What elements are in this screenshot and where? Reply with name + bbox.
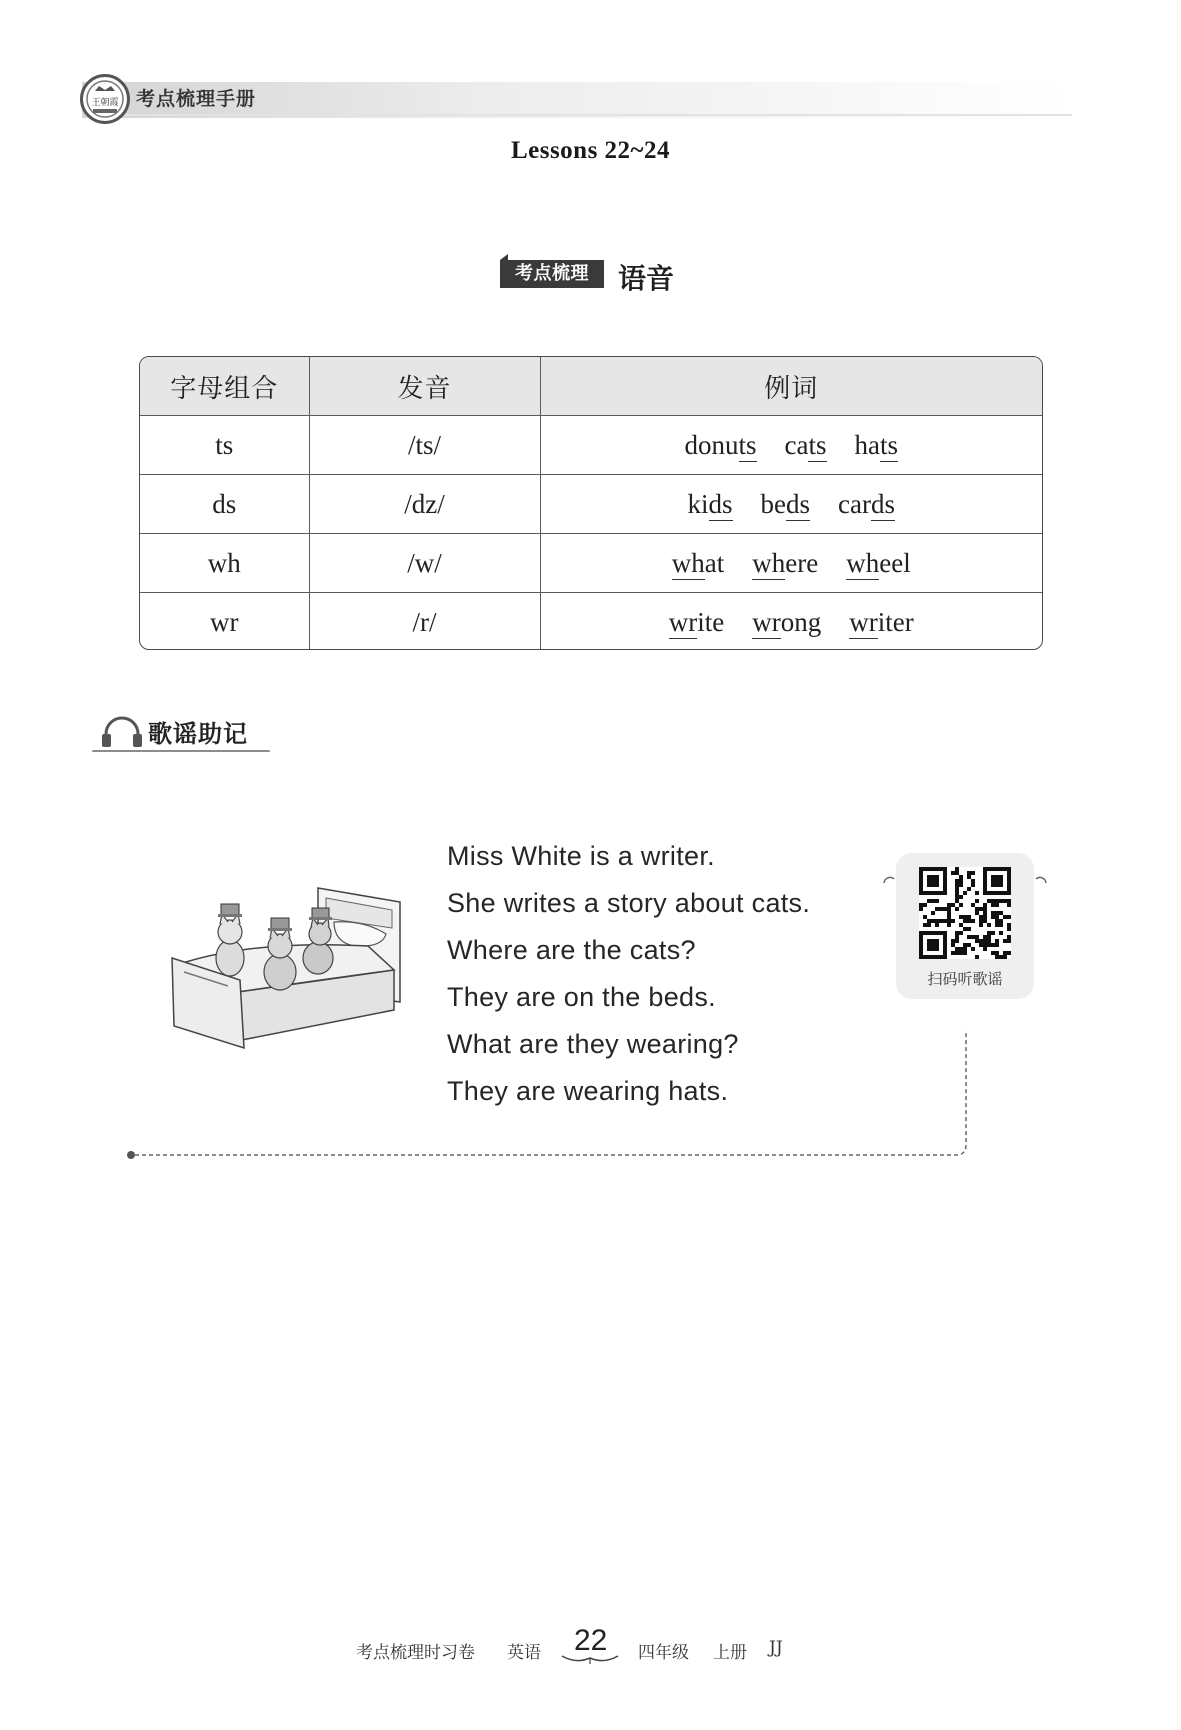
qr-code-card[interactable] bbox=[896, 853, 1034, 999]
header-title: 考点梳理手册 bbox=[136, 88, 257, 110]
underlined-letters: ts bbox=[879, 429, 898, 460]
header-pronunciation: 发音 bbox=[309, 357, 540, 416]
example-word bbox=[838, 489, 895, 519]
example-words-cell bbox=[540, 534, 1042, 593]
lyric-line: They are wearing hats. bbox=[447, 1076, 729, 1106]
cats-on-bed-illustration bbox=[168, 880, 408, 1050]
phonics-table bbox=[139, 356, 1043, 650]
example-word bbox=[669, 607, 725, 637]
footer-series: 考点梳理时习卷 bbox=[356, 1643, 475, 1663]
page-number: 22 bbox=[574, 1624, 608, 1657]
word-part: at bbox=[704, 547, 725, 578]
word-part: donu bbox=[684, 429, 739, 460]
lyric-line: They are on the beds. bbox=[447, 982, 716, 1012]
pronunciation-cell: /w/ bbox=[309, 534, 540, 593]
svg-text:王朝霞: 王朝霞 bbox=[91, 98, 119, 108]
qr-caption: 扫码听歌谣 bbox=[927, 970, 1003, 988]
example-word bbox=[752, 548, 818, 578]
example-words-cell bbox=[540, 593, 1042, 651]
letter-combo-cell: wr bbox=[140, 593, 309, 651]
qr-code-icon[interactable] bbox=[919, 867, 1011, 959]
word-part: eel bbox=[879, 547, 911, 578]
pronunciation-cell: /r/ bbox=[309, 593, 540, 651]
example-word bbox=[687, 489, 732, 519]
section-name: 语音 bbox=[618, 262, 675, 295]
underlined-letters: wh bbox=[846, 547, 880, 578]
underlined-letters: ds bbox=[708, 488, 733, 519]
word-part: ite bbox=[697, 606, 725, 637]
word-part: iter bbox=[877, 606, 914, 637]
word-part: ki bbox=[687, 488, 709, 519]
book-icon bbox=[560, 1654, 620, 1666]
song-title: 歌谣助记 bbox=[148, 720, 248, 748]
underlined-letters: ts bbox=[808, 429, 827, 460]
word-part: ha bbox=[854, 429, 880, 460]
example-word bbox=[752, 607, 821, 637]
publisher-logo bbox=[80, 74, 130, 124]
dotted-divider bbox=[126, 1030, 976, 1160]
qr-ear-left bbox=[882, 873, 896, 887]
header-example-words: 例词 bbox=[540, 357, 1042, 416]
underlined-letters: ds bbox=[870, 488, 895, 519]
pronunciation-cell: /ts/ bbox=[309, 416, 540, 475]
qr-ear-right bbox=[1034, 873, 1048, 887]
underlined-letters: wr bbox=[849, 606, 878, 637]
headphone-icon bbox=[100, 716, 144, 748]
footer-grade: 四年级 bbox=[638, 1643, 689, 1663]
lyric-line: Miss White is a writer. bbox=[447, 841, 715, 871]
footer-edition: JJ bbox=[769, 1638, 783, 1658]
table-row bbox=[140, 534, 1042, 593]
word-part: car bbox=[838, 488, 871, 519]
word-part: ere bbox=[785, 547, 819, 578]
table-header-row bbox=[140, 357, 1042, 416]
lyric-line: What are they wearing? bbox=[447, 1029, 739, 1059]
footer-subject: 英语 bbox=[507, 1643, 541, 1663]
underlined-letters: ds bbox=[786, 488, 811, 519]
table-row bbox=[140, 593, 1042, 651]
example-words-cell bbox=[540, 475, 1042, 534]
underlined-letters: wr bbox=[668, 606, 698, 637]
lesson-title: Lessons 22~24 bbox=[510, 137, 671, 164]
underlined-letters: ts bbox=[738, 429, 757, 460]
letter-combo-cell: wh bbox=[140, 534, 309, 593]
example-word bbox=[855, 430, 899, 460]
page-footer bbox=[0, 1624, 1181, 1674]
letter-combo-cell: ts bbox=[140, 416, 309, 475]
example-word bbox=[761, 489, 811, 519]
footer-term: 上册 bbox=[713, 1643, 747, 1663]
word-part: ca bbox=[784, 429, 809, 460]
lyric-line: Where are the cats? bbox=[447, 935, 696, 965]
pronunciation-cell: /dz/ bbox=[309, 475, 540, 534]
example-word bbox=[849, 607, 913, 637]
example-words-cell bbox=[540, 416, 1042, 475]
table-row bbox=[140, 416, 1042, 475]
example-word bbox=[785, 430, 827, 460]
underlined-letters: wh bbox=[671, 547, 705, 578]
example-word bbox=[846, 548, 910, 578]
word-part: be bbox=[760, 488, 786, 519]
header-letter-combo: 字母组合 bbox=[140, 357, 309, 416]
underlined-letters: wh bbox=[752, 547, 786, 578]
letter-combo-cell: ds bbox=[140, 475, 309, 534]
example-word bbox=[672, 548, 725, 578]
section-badge: 考点梳理 bbox=[500, 260, 604, 288]
table-row bbox=[140, 475, 1042, 534]
example-word bbox=[685, 430, 757, 460]
underlined-letters: wr bbox=[752, 606, 781, 637]
lyric-line: She writes a story about cats. bbox=[447, 888, 811, 918]
word-part: ong bbox=[780, 606, 822, 637]
song-heading bbox=[92, 712, 272, 752]
